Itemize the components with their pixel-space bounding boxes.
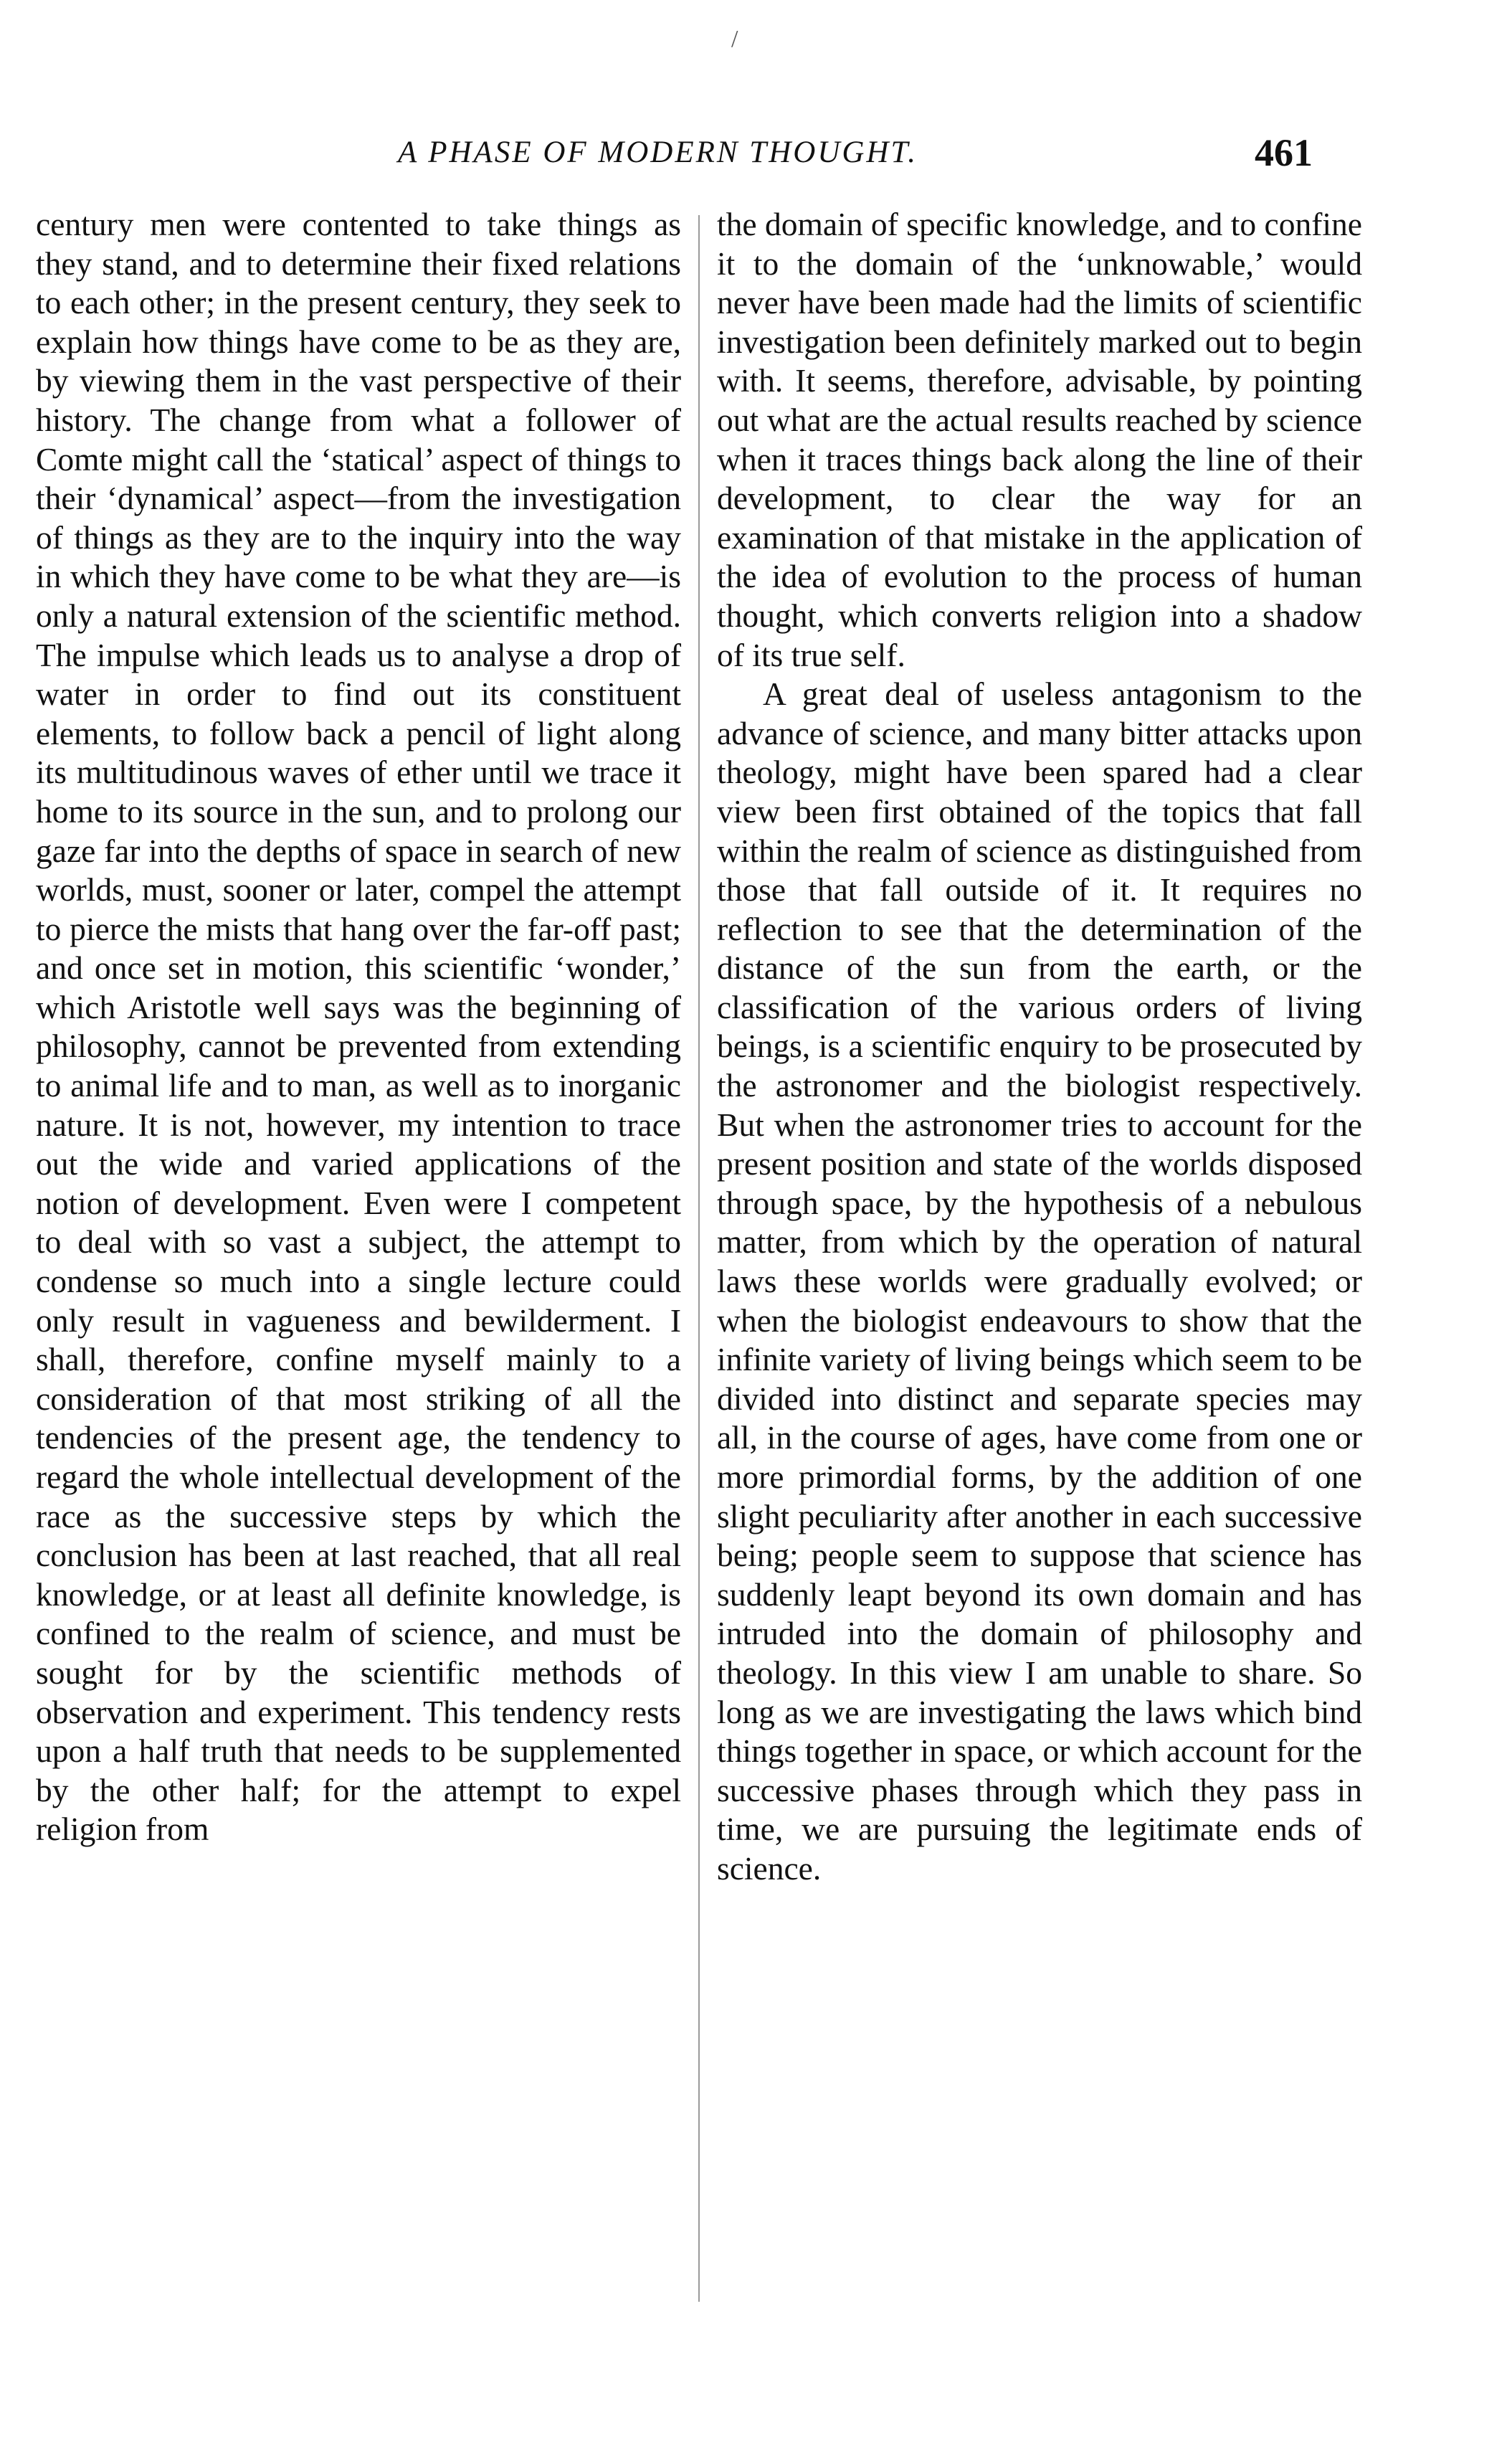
right-column <box>717 205 1362 1889</box>
right-paragraph-2: A great deal of useless antagonism to the advance of science, and many bitter attacks upon theology, might have been spared had a clear view been first obtained of the topics that fall within the realm of science as distinguished from those that fall outside of it. It requires no reflection to see that the determination of the distance of the sun from the earth, or the classification of the various orders of living beings, is a scientific enquiry to be prosecuted by the astronomer and the biologist respectively. But when the astronomer tries to account for the present position and state of the worlds disposed through space, by the hypothesis of a nebulous matter, from which by the operation of natural laws these worlds were gradually evolved; or when the biologist endeavours to show that the infinite variety of living beings which seem to be divided into distinct and separate species may all, in the course of ages, have come from one or more primordial forms, by the addition of one slight peculiarity after another in each successive being; people seem to suppose that science has suddenly leapt beyond its own domain and has intruded into the domain of philosophy and theology. In this view I am unable to share. So long as we are investigating the laws which bind things together in space, or which account for the successive phases through which they pass in time, we are pursuing the legitimate ends of science. <box>717 675 1362 1887</box>
stray-mark: / <box>731 26 738 52</box>
column-divider <box>698 215 700 2302</box>
running-head <box>0 131 1512 178</box>
left-paragraph: century men were contented to take things as they stand, and to determine their fixed relations to each other; in the present century, they seek to explain how things have come to be as they are, by viewing them in the vast perspective of their history. The change from what a follower of Comte might call the ‘statical’ aspect of things to their ‘dynamical’ aspect—from the investigation of things as they are to the inquiry into the way in which they have come to be what they are—is only a natural extension of the scientific method. The impulse which leads us to analyse a drop of water in order to find out its constituent elements, to follow back a pencil of light along its multitudinous waves of ether until we trace it home to its source in the sun, and to prolong our gaze far into the depths of space in search of new worlds, must, sooner or later, compel the attempt to pierce the mists that hang over the far-off past; and once set in motion, this scientific ‘wonder,’ which Aristotle well says was the beginning of philosophy, cannot be prevented from extending to animal life and to man, as well as to inorganic nature. It is not, however, my intention to trace out the wide and varied applications of the notion of development. Even were I competent to deal with so vast a subject, the attempt to condense so much into a single lecture could only result in vagueness and bewilderment. I shall, therefore, confine myself mainly to a consideration of that most striking of all the tendencies of the present age, the tendency to regard the whole intellectual development of the race as the successive steps by which the conclusion has been at last reached, that all real knowledge, or at least all definite knowledge, is confined to the realm of science, and must be sought for by the scientific methods of observation and experiment. This tendency rests upon a half truth that needs to be supplemented by the other half; for the attempt to expel religion from <box>36 206 681 1848</box>
right-paragraph-1: the domain of specific knowledge, and to confine it to the domain of the ‘unknowable,’ would never have been made had the limits of scientific investigation been definitely marked out to begin with. It seems, therefore, advisable, by pointing out what are the actual results reached by science when it traces things back along the line of their development, to clear the way for an examination of that mistake in the application of the idea of evolution to the process of human thought, which converts religion into a shadow of its true self. <box>717 206 1362 673</box>
running-title: A PHASE OF MODERN THOUGHT. <box>398 136 918 169</box>
page-number: 461 <box>1255 131 1313 174</box>
left-column <box>36 205 681 1849</box>
